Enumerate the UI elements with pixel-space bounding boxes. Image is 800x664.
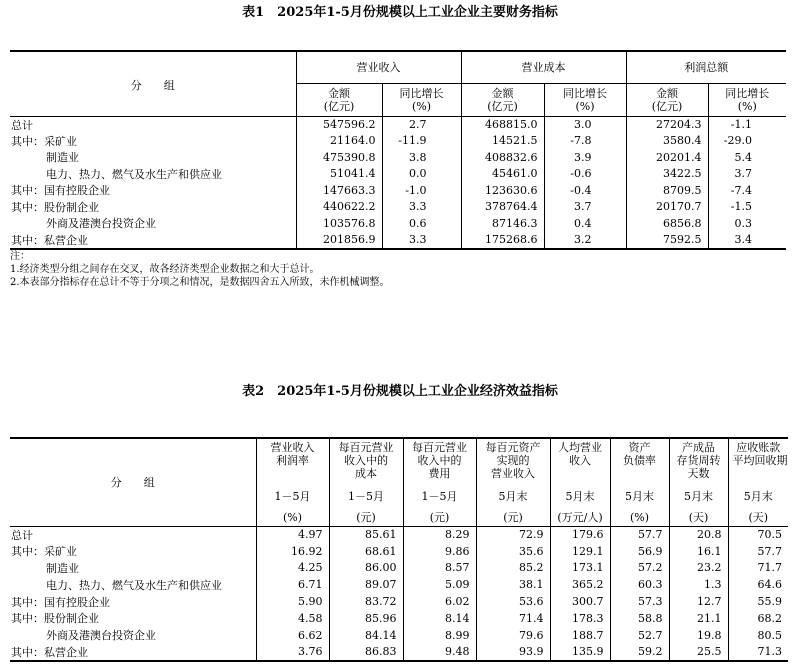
row-label: 其中：采矿业 bbox=[10, 543, 256, 560]
table-cell: 4.58 bbox=[256, 610, 329, 627]
table-cell: 70.5 bbox=[757, 528, 782, 542]
table-cell: 20201.4 bbox=[626, 149, 708, 166]
table-cell: -1.5 bbox=[730, 200, 752, 214]
table-cell: 20170.7 bbox=[626, 199, 708, 216]
table2-column-unit: (天) bbox=[728, 510, 788, 526]
table-cell: 201856.9 bbox=[296, 232, 382, 249]
table-row bbox=[10, 543, 788, 560]
table1-colgroup-cost: 营业成本 bbox=[461, 51, 626, 83]
column-name-line: 产成品 bbox=[682, 441, 715, 454]
table-cell: 440622.2 bbox=[296, 199, 382, 216]
table-cell: -1.1 bbox=[730, 118, 752, 131]
table-cell: 84.14 bbox=[329, 627, 403, 644]
table2-column-unit: (万元/人) bbox=[550, 510, 610, 526]
table2-column-period: 5月末 bbox=[610, 482, 669, 510]
table2-column-name bbox=[550, 438, 610, 482]
table1-subheader-amount-label: 金额 bbox=[328, 86, 350, 100]
table1-subheader-yoy bbox=[544, 83, 626, 116]
table-cell: 4.97 bbox=[256, 526, 329, 543]
column-name-line: 营业收入 bbox=[491, 467, 535, 480]
table1-group-header bbox=[10, 51, 296, 116]
column-name-line: 资产 bbox=[628, 441, 651, 454]
table-row bbox=[10, 232, 786, 249]
table-cell: 8.57 bbox=[403, 560, 476, 577]
table2-column-unit: (%) bbox=[256, 510, 329, 526]
table-cell: 178.3 bbox=[550, 610, 610, 627]
column-name-line: 收入 bbox=[569, 454, 591, 467]
table1-colgroup-profit: 利润总额 bbox=[626, 51, 786, 83]
table-cell: 3.2 bbox=[544, 232, 626, 249]
table-cell: 57.7 bbox=[610, 526, 669, 543]
table2-column-period: 5月末 bbox=[476, 482, 550, 510]
table-cell: 9.48 bbox=[403, 644, 476, 661]
row-label: 总计 bbox=[10, 116, 296, 133]
table2-column-period: 5月末 bbox=[669, 482, 728, 510]
table1-subheader-yoy bbox=[382, 83, 461, 116]
table-cell: 147663.3 bbox=[296, 182, 382, 199]
table-cell: 16.1 bbox=[669, 543, 728, 560]
table1-subheader-yoy bbox=[708, 83, 786, 116]
table2-column-unit: (天) bbox=[669, 510, 728, 526]
table1-notes bbox=[10, 250, 390, 289]
note-line: 2.本表部分指标存在总计不等于分项之和情况，是数据四舍五入所致，未作机械调整。 bbox=[10, 277, 390, 288]
table-cell: 87146.3 bbox=[461, 215, 544, 232]
table-cell: 55.9 bbox=[757, 595, 782, 609]
column-name-line: 存货周转 bbox=[676, 454, 721, 467]
table-cell: 179.6 bbox=[550, 526, 610, 543]
table2-column-unit: (元) bbox=[476, 510, 550, 526]
table-cell: 35.6 bbox=[476, 543, 550, 560]
table1-subheader-yoy-label: 同比增长 bbox=[563, 86, 607, 100]
table-cell: 8.14 bbox=[403, 610, 476, 627]
table-cell: 56.9 bbox=[610, 543, 669, 560]
table-cell: 16.92 bbox=[256, 543, 329, 560]
row-label: 其中：股份制企业 bbox=[10, 199, 296, 216]
table-cell: -29.0 bbox=[723, 134, 752, 148]
column-name-line: 每百元资产 bbox=[485, 441, 541, 454]
column-name-line: 收入中的 bbox=[417, 454, 462, 467]
table-cell: 8.29 bbox=[403, 526, 476, 543]
table-cell: 365.2 bbox=[550, 576, 610, 593]
table-cell: 129.1 bbox=[550, 543, 610, 560]
table-cell: 188.7 bbox=[550, 627, 610, 644]
table2-column-unit: (%) bbox=[610, 510, 669, 526]
table1-colgroup-revenue: 营业收入 bbox=[296, 51, 461, 83]
table-cell: 0.0 bbox=[382, 166, 461, 183]
table-cell: 3.8 bbox=[382, 149, 461, 166]
table-cell: 5.90 bbox=[256, 593, 329, 610]
column-name-line: 营业收入 bbox=[270, 441, 315, 454]
table-cell: 175268.6 bbox=[461, 232, 544, 249]
table-cell: 86.83 bbox=[329, 644, 403, 661]
table1-subheader-yoy-label: 同比增长 bbox=[725, 86, 770, 100]
table-cell: 25.5 bbox=[669, 644, 728, 661]
table-cell: -1.0 bbox=[382, 182, 461, 199]
table-row bbox=[10, 215, 786, 232]
row-label: 其中：国有控股企业 bbox=[10, 182, 296, 199]
table-cell: 468815.0 bbox=[461, 116, 544, 133]
table-cell: 6856.8 bbox=[626, 215, 708, 232]
column-name-line: 每百元营业 bbox=[338, 441, 394, 454]
table-cell: 71.7 bbox=[757, 561, 782, 575]
table-cell: 71.3 bbox=[728, 644, 788, 661]
table-row bbox=[10, 116, 786, 133]
table1-group-header-text: 分 组 bbox=[130, 79, 175, 93]
table-cell: 51041.4 bbox=[296, 166, 382, 183]
table-cell: 20.8 bbox=[669, 526, 728, 543]
table-cell: 21.1 bbox=[669, 610, 728, 627]
table-cell: 123630.6 bbox=[461, 182, 544, 199]
column-name-line: 利润率 bbox=[276, 454, 309, 467]
table-cell: 52.7 bbox=[610, 627, 669, 644]
table-cell: -11.9 bbox=[382, 133, 461, 150]
table-cell: -7.8 bbox=[544, 133, 626, 150]
table2-column-name bbox=[329, 438, 403, 482]
table-cell: 71.4 bbox=[476, 610, 550, 627]
table-cell: 7592.5 bbox=[626, 232, 708, 249]
column-name-line: 天数 bbox=[687, 467, 710, 480]
table2-column-period: 1－5月 bbox=[403, 482, 476, 510]
table-cell: 547596.2 bbox=[296, 116, 382, 133]
table-cell: 3.3 bbox=[382, 232, 461, 249]
table-row bbox=[10, 182, 786, 199]
table-cell: 2.7 bbox=[382, 116, 461, 133]
table-cell: 3.3 bbox=[382, 199, 461, 216]
table-row bbox=[10, 576, 788, 593]
table-cell: 135.9 bbox=[550, 644, 610, 661]
table1-subheader-amount bbox=[296, 83, 382, 116]
table-cell: 14521.5 bbox=[461, 133, 544, 150]
table-cell: 378764.4 bbox=[461, 199, 544, 216]
row-label: 其中：私营企业 bbox=[10, 644, 256, 661]
table-row bbox=[10, 199, 786, 216]
table-cell: 57.3 bbox=[610, 593, 669, 610]
table-cell: 3.0 bbox=[544, 116, 626, 133]
table-cell: 85.61 bbox=[329, 526, 403, 543]
table-cell: -0.6 bbox=[544, 166, 626, 183]
table-row bbox=[10, 627, 788, 644]
table2-column-unit: (元) bbox=[403, 510, 476, 526]
table1-subheader-yoy-label: 同比增长 bbox=[399, 86, 444, 100]
table-cell: 3422.5 bbox=[626, 166, 708, 183]
table-cell: 68.61 bbox=[329, 543, 403, 560]
table-cell: 19.8 bbox=[669, 627, 728, 644]
table-row bbox=[10, 166, 786, 183]
table-cell: 300.7 bbox=[550, 593, 610, 610]
table-cell: 83.72 bbox=[329, 593, 403, 610]
row-label: 外商及港澳台投资企业 bbox=[10, 627, 256, 644]
table-cell: 68.2 bbox=[757, 611, 782, 625]
table2-group-header bbox=[10, 438, 256, 526]
table-cell: 57.2 bbox=[610, 560, 669, 577]
table1-subheader-yoy-unit: (%) bbox=[575, 99, 595, 113]
table-cell: 9.86 bbox=[403, 543, 476, 560]
table-cell: 475390.8 bbox=[296, 149, 382, 166]
table-cell: 3.7 bbox=[544, 199, 626, 216]
column-name-line: 应收账款 bbox=[736, 441, 781, 454]
table-row bbox=[10, 149, 786, 166]
table-cell: 85.96 bbox=[329, 610, 403, 627]
column-name-line: 成本 bbox=[355, 467, 377, 480]
table2-column-period: 5月末 bbox=[550, 482, 610, 510]
table-cell: 60.3 bbox=[610, 576, 669, 593]
note-line: 注： bbox=[10, 251, 30, 262]
table1-subheader-yoy-unit: (%) bbox=[737, 99, 757, 113]
table-cell: 5.4 bbox=[734, 150, 752, 164]
table-row bbox=[10, 526, 788, 543]
row-label: 其中：股份制企业 bbox=[10, 610, 256, 627]
table1-subheader-amount bbox=[626, 83, 708, 116]
row-label: 制造业 bbox=[10, 149, 296, 166]
table2-column-name bbox=[256, 438, 329, 482]
table-cell: 58.8 bbox=[610, 610, 669, 627]
row-label: 其中：采矿业 bbox=[10, 133, 296, 150]
row-label: 外商及港澳台投资企业 bbox=[10, 215, 296, 232]
table2-column-name bbox=[403, 438, 476, 482]
table1-subheader-amount-unit: (亿元) bbox=[651, 99, 683, 113]
table-cell: 8.99 bbox=[403, 627, 476, 644]
table-cell: 3.9 bbox=[544, 149, 626, 166]
table2 bbox=[10, 437, 788, 662]
column-name-line: 人均营业 bbox=[558, 441, 602, 454]
table-cell: 85.2 bbox=[476, 560, 550, 577]
table-cell: 38.1 bbox=[476, 576, 550, 593]
table-cell: 21164.0 bbox=[296, 133, 382, 150]
table-cell: 6.71 bbox=[256, 576, 329, 593]
table-cell: 103576.8 bbox=[296, 215, 382, 232]
table2-column-period: 5月末 bbox=[743, 489, 773, 503]
table-cell: 3.4 bbox=[708, 232, 786, 249]
column-name-line: 收入中的 bbox=[344, 454, 388, 467]
table-cell: 8709.5 bbox=[626, 182, 708, 199]
table1-subheader-amount-unit: (亿元) bbox=[323, 99, 355, 113]
row-label: 其中：国有控股企业 bbox=[10, 593, 256, 610]
table1-subheader-amount-label: 金额 bbox=[491, 86, 514, 100]
table-cell: 0.3 bbox=[734, 216, 752, 230]
table2-column-unit: (元) bbox=[329, 510, 403, 526]
column-name-line: 每百元营业 bbox=[412, 441, 467, 454]
table-cell: 80.5 bbox=[757, 628, 782, 642]
table1-subheader-yoy-unit: (%) bbox=[411, 99, 432, 113]
column-name-line: 费用 bbox=[428, 467, 451, 480]
table-cell: 79.6 bbox=[476, 627, 550, 644]
table-cell: 64.6 bbox=[757, 578, 782, 592]
table-row bbox=[10, 593, 788, 610]
table2-column-period: 1－5月 bbox=[256, 482, 329, 510]
table-cell: 12.7 bbox=[669, 593, 728, 610]
note-line: 1.经济类型分组之间存在交叉，故各经济类型企业数据之和大于总计。 bbox=[10, 264, 320, 275]
table1 bbox=[10, 50, 786, 250]
table-cell: 45461.0 bbox=[461, 166, 544, 183]
table-row bbox=[10, 610, 788, 627]
table2-column-name bbox=[610, 438, 669, 482]
row-label: 制造业 bbox=[10, 560, 256, 577]
table2-column-name bbox=[728, 438, 788, 482]
table-cell: 6.62 bbox=[256, 627, 329, 644]
table-cell: 72.9 bbox=[476, 526, 550, 543]
column-name-line: 实现的 bbox=[496, 454, 530, 467]
table1-subheader-amount bbox=[461, 83, 544, 116]
table-cell: 23.2 bbox=[669, 560, 728, 577]
table-cell: 408832.6 bbox=[461, 149, 544, 166]
table-cell: -0.4 bbox=[544, 182, 626, 199]
column-name-line: 平均回收期 bbox=[732, 454, 788, 467]
row-label: 电力、热力、燃气及水生产和供应业 bbox=[10, 166, 296, 183]
table-cell: 89.07 bbox=[329, 576, 403, 593]
table2-column-period: 1－5月 bbox=[329, 482, 403, 510]
table-row bbox=[10, 560, 788, 577]
table-cell: 57.7 bbox=[757, 544, 782, 558]
table1-subheader-amount-label: 金额 bbox=[656, 86, 678, 100]
table-cell: 93.9 bbox=[476, 644, 550, 661]
table-cell: 59.2 bbox=[610, 644, 669, 661]
table2-column-name bbox=[669, 438, 728, 482]
table-row bbox=[10, 644, 788, 661]
table-cell: 5.09 bbox=[403, 576, 476, 593]
table2-column-name bbox=[476, 438, 550, 482]
table-cell: 3.7 bbox=[734, 167, 752, 181]
table-row bbox=[10, 133, 786, 150]
row-label: 电力、热力、燃气及水生产和供应业 bbox=[10, 576, 256, 593]
table-cell: 3.76 bbox=[256, 644, 329, 661]
table1-title: 表1 2025年1-5月份规模以上工业企业主要财务指标 bbox=[242, 5, 558, 20]
table-cell: 6.02 bbox=[403, 593, 476, 610]
table-cell: 53.6 bbox=[476, 593, 550, 610]
table2-title: 表2 2025年1-5月份规模以上工业企业经济效益指标 bbox=[242, 384, 558, 399]
row-label: 其中：私营企业 bbox=[10, 232, 296, 249]
column-name-line: 负债率 bbox=[623, 454, 656, 467]
table-cell: 0.6 bbox=[382, 215, 461, 232]
table-cell: 27204.3 bbox=[626, 116, 708, 133]
table-cell: 0.4 bbox=[544, 215, 626, 232]
table-cell: 173.1 bbox=[550, 560, 610, 577]
table-cell: 86.00 bbox=[329, 560, 403, 577]
table1-subheader-amount-unit: (亿元) bbox=[487, 99, 518, 113]
table-cell: 3580.4 bbox=[626, 133, 708, 150]
table-cell: 4.25 bbox=[256, 560, 329, 577]
table2-group-header-text: 分 组 bbox=[110, 475, 155, 489]
table-cell: 1.3 bbox=[669, 576, 728, 593]
row-label: 总计 bbox=[10, 526, 256, 543]
table-cell: -7.4 bbox=[730, 183, 752, 197]
